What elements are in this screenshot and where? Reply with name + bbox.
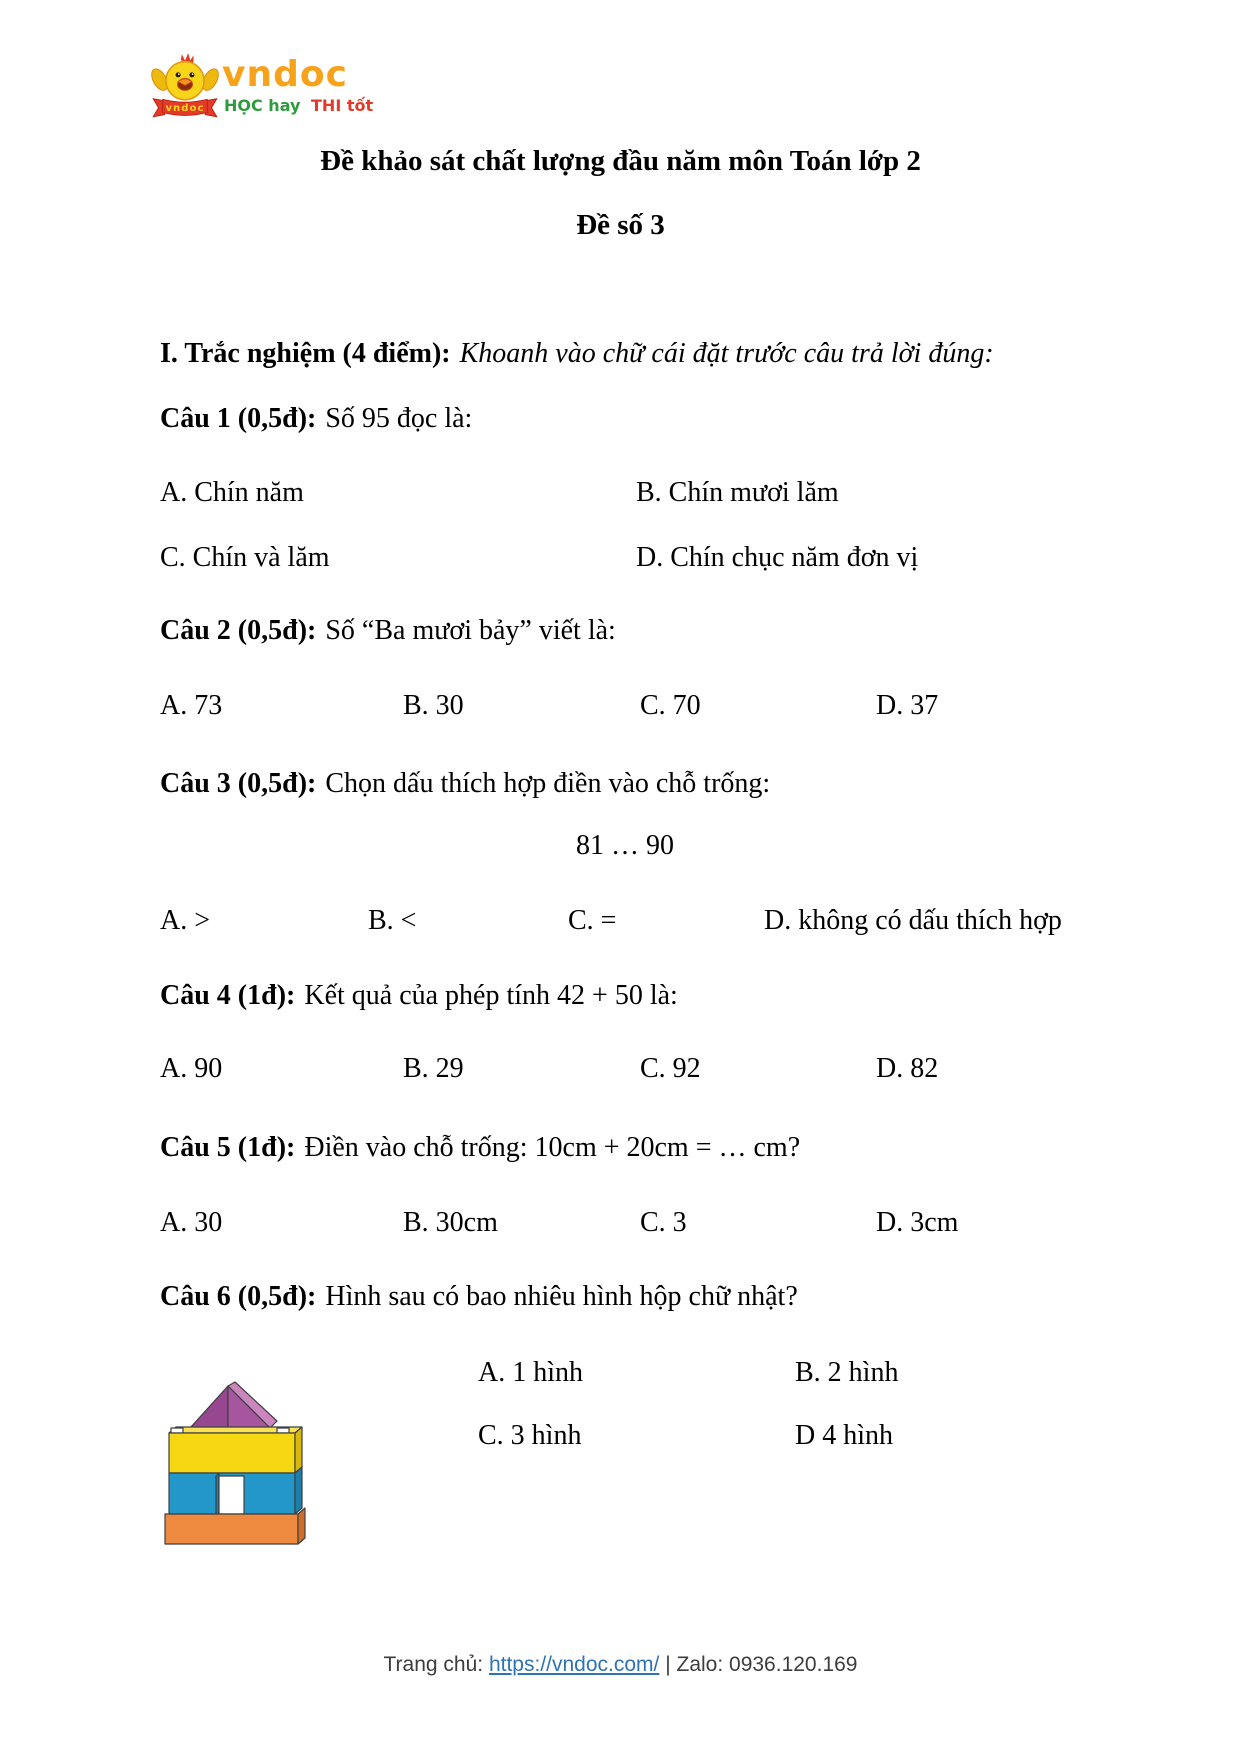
- question-1-text: Số 95 đọc là:: [325, 403, 473, 434]
- question-1-option-d: D. Chín chục năm đơn vị: [636, 542, 919, 573]
- question-5-option-c: C. 3: [640, 1207, 687, 1238]
- question-3: [0, 765, 1241, 803]
- question-6-option-d: D 4 hình: [795, 1420, 893, 1451]
- question-5-option-a: A. 30: [160, 1207, 223, 1238]
- question-3-text: Chọn dấu thích hợp điền vào chỗ trống:: [325, 768, 771, 799]
- document-title: Đề khảo sát chất lượng đầu năm môn Toán lớp 2: [320, 145, 921, 177]
- chick-mascot-icon: [150, 52, 220, 120]
- question-4-option-a: A. 90: [160, 1053, 223, 1084]
- question-3-label: Câu 3 (0,5đ):: [160, 768, 317, 799]
- question-3-option-a: A. >: [160, 905, 211, 936]
- question-5-text: Điền vào chỗ trống: 10cm + 20cm = … cm?: [304, 1132, 801, 1163]
- logo-tagline-red: THI tốt: [311, 96, 374, 115]
- question-6-option-c: C. 3 hình: [478, 1420, 582, 1451]
- question-4-label: Câu 4 (1đ):: [160, 980, 296, 1011]
- question-6-option-b: B. 2 hình: [795, 1357, 899, 1388]
- question-5: [0, 1129, 1241, 1167]
- section-heading-bold: I. Trắc nghiệm (4 điểm):: [160, 338, 451, 369]
- question-1-label: Câu 1 (0,5đ):: [160, 403, 317, 434]
- document-subtitle: Đề số 3: [576, 209, 665, 241]
- question-3-option-d: D. không có dấu thích hợp: [764, 905, 1062, 936]
- question-5-option-b: B. 30cm: [403, 1207, 498, 1238]
- question-4: [0, 977, 1241, 1015]
- question-3-options-row: [0, 902, 1241, 940]
- question-2-label: Câu 2 (0,5đ):: [160, 615, 317, 646]
- question-2-option-d: D. 37: [876, 690, 939, 721]
- page-footer: [0, 1653, 1241, 1677]
- section-heading-italic: Khoanh vào chữ cái đặt trước câu trả lời đúng:: [459, 338, 994, 369]
- question-6-option-a: A. 1 hình: [478, 1357, 583, 1388]
- question-3-expression: 81 … 90: [576, 830, 674, 861]
- question-2-text: Số “Ba mươi bảy” viết là:: [325, 615, 616, 646]
- logo-tagline-green: HỌC hay: [224, 96, 301, 115]
- footer-prefix: Trang chủ:: [383, 1653, 489, 1676]
- question-6: [0, 1278, 1241, 1316]
- block-house-image: [157, 1381, 313, 1547]
- question-1-options-row-2: [0, 539, 1241, 577]
- question-1: [0, 400, 1241, 438]
- question-5-label: Câu 5 (1đ):: [160, 1132, 296, 1163]
- question-3-expression-row: [0, 827, 1241, 865]
- question-4-text: Kết quả của phép tính 42 + 50 là:: [304, 980, 678, 1011]
- logo-tagline: [224, 96, 373, 115]
- question-4-option-c: C. 92: [640, 1053, 701, 1084]
- section-heading: [0, 335, 1241, 373]
- question-3-option-c: C. =: [568, 905, 617, 936]
- question-3-option-b: B. <: [368, 905, 417, 936]
- question-2-option-c: C. 70: [640, 690, 701, 721]
- question-6-label: Câu 6 (0,5đ):: [160, 1281, 317, 1312]
- question-1-options-row-1: [0, 474, 1241, 512]
- homepage-link[interactable]: https://vndoc.com/: [488, 1653, 660, 1676]
- question-5-options-row: [0, 1204, 1241, 1242]
- question-2-options-row: [0, 687, 1241, 725]
- question-1-option-b: B. Chín mươi lăm: [636, 477, 839, 508]
- footer-suffix: | Zalo: 0936.120.169: [659, 1653, 858, 1676]
- logo-banner-text: vndoc: [165, 102, 205, 114]
- question-2-option-a: A. 73: [160, 690, 223, 721]
- question-1-option-a: A. Chín năm: [160, 477, 304, 508]
- question-6-text: Hình sau có bao nhiêu hình hộp chữ nhật?: [325, 1281, 798, 1312]
- logo-brand-text: vndoc: [222, 54, 348, 95]
- question-2-option-b: B. 30: [403, 690, 464, 721]
- block-house-figure: [157, 1381, 313, 1555]
- question-4-option-b: B. 29: [403, 1053, 464, 1084]
- question-4-option-d: D. 82: [876, 1053, 939, 1084]
- question-1-option-c: C. Chín và lăm: [160, 542, 330, 573]
- vndoc-logo: [150, 52, 374, 120]
- question-2: [0, 612, 1241, 650]
- question-4-options-row: [0, 1050, 1241, 1088]
- question-5-option-d: D. 3cm: [876, 1207, 959, 1238]
